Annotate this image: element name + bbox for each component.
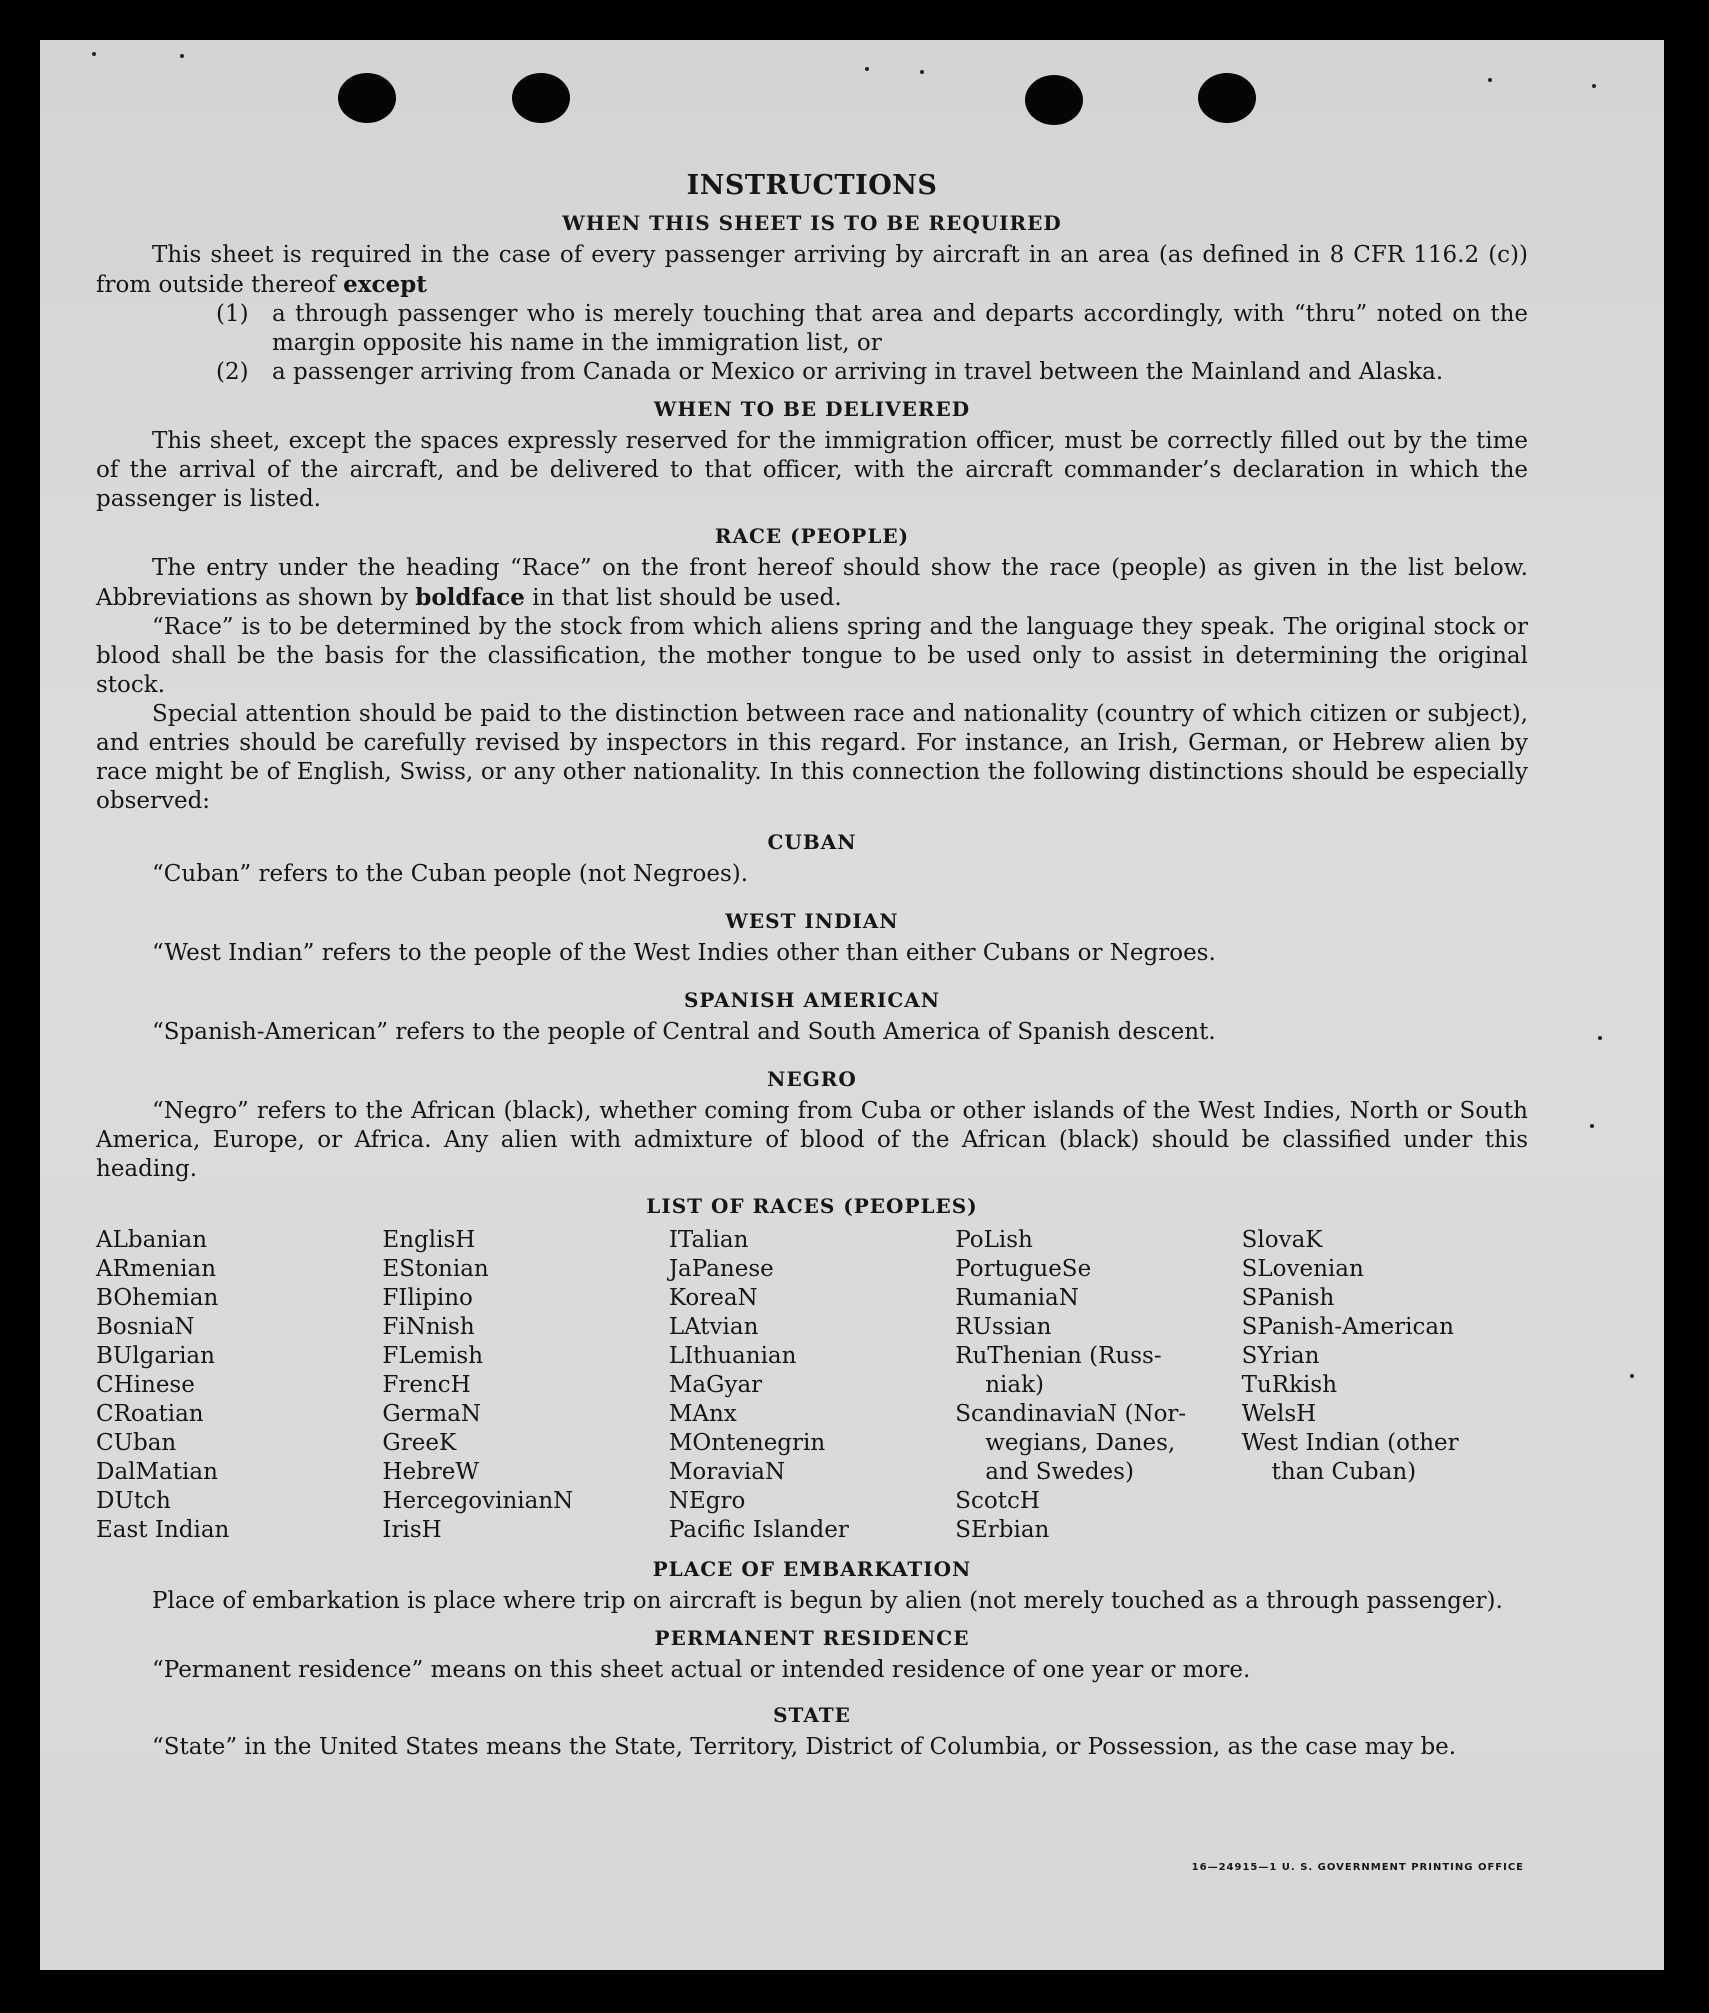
race-entry: SLovenian [1241, 1256, 1364, 1282]
heading-negro: NEGRO [767, 1067, 857, 1091]
races-column-3 [669, 1226, 955, 1545]
punch-hole [338, 73, 396, 123]
race-entry: SPanish-American [1241, 1314, 1454, 1340]
heading-embarkation: PLACE OF EMBARKATION [652, 1557, 972, 1581]
heading-race: RACE (PEOPLE) [714, 524, 910, 548]
race-entry: BosniaN [96, 1314, 195, 1340]
printing-office-code: 16—24915—1 U. S. GOVERNMENT PRINTING OFFICE [1191, 1862, 1524, 1873]
required-intro: This sheet is required in the case of every passenger arriving by aircraft in an area (as defined in 8 CFR 116.2 (c)) from outside thereof except [96, 242, 1528, 298]
race-entry: CHinese [96, 1372, 195, 1398]
race-entry: MOntenegrin [668, 1430, 826, 1456]
race-entry: EnglisH [382, 1227, 476, 1253]
heading-spanish-american: SPANISH AMERICAN [683, 988, 941, 1012]
document-page [40, 40, 1664, 1970]
race-entry: West Indian (other [1241, 1430, 1459, 1456]
race-entry: MaGyar [668, 1372, 763, 1398]
race-entry: LAtvian [668, 1314, 759, 1340]
race-entry: RUssian [955, 1314, 1052, 1340]
required-item-2: (2) a passenger arriving from Canada or Mexico or arriving in travel between the Mainland and Alaska. [216, 359, 1444, 385]
page-title: INSTRUCTIONS [686, 170, 938, 201]
race-paragraph-3: Special attention should be paid to the distinction between race and nationality (country of which citizen or subject), and entries should be carefully revised by inspectors in this regard. For instance, an Irish, German, or Hebrew alien by race might be of English, Swiss, or any other nationality. In this connection the following distinctions should be especially observed: [96, 701, 1528, 814]
race-paragraph-1: The entry under the heading “Race” on the front hereof should show the race (people) as given in the list below. Abbreviations as shown by boldface in that list should be used. [96, 555, 1528, 611]
race-entry: ARmenian [96, 1256, 217, 1282]
races-column-2 [382, 1226, 668, 1545]
west-indian-text: “West Indian” refers to the people of the West Indies other than either Cubans or Negroes. [152, 940, 1216, 966]
race-entry: ITalian [668, 1227, 749, 1253]
instructions-body [96, 170, 1528, 1762]
race-entry: MAnx [668, 1401, 737, 1427]
punch-hole [512, 73, 570, 123]
race-entry: DUtch [96, 1488, 171, 1514]
race-paragraph-2: “Race” is to be determined by the stock from which aliens spring and the language they speak. The original stock or blood shall be the basis for the classification, the mother tongue to be used only to assist in determining the original stock. [96, 614, 1528, 698]
race-entry: WelsH [1241, 1401, 1317, 1427]
race-entry: PortugueSe [955, 1256, 1092, 1282]
race-entry: East Indian [96, 1517, 230, 1543]
race-entry: BOhemian [96, 1285, 219, 1311]
race-entry: KoreaN [668, 1285, 758, 1311]
heading-when-required: WHEN THIS SHEET IS TO BE REQUIRED [562, 211, 1062, 235]
race-entry: Pacific Islander [668, 1517, 849, 1543]
heading-list-of-races: LIST OF RACES (PEOPLES) [646, 1194, 978, 1218]
race-entry: IrisH [382, 1517, 442, 1543]
race-entry: JaPanese [668, 1256, 774, 1282]
heading-when-delivered: WHEN TO BE DELIVERED [653, 397, 971, 421]
race-entry: DalMatian [96, 1459, 218, 1485]
required-item-1: (1) a through passenger who is merely touching that area and departs accordingly, with “thru” noted on the margin opposite his name in the immigration list, or [216, 301, 1528, 356]
race-entry: SPanish [1241, 1285, 1335, 1311]
punch-hole [1198, 73, 1256, 123]
residence-text: “Permanent residence” means on this sheet actual or intended residence of one year or more. [152, 1657, 1251, 1683]
race-entry: RumaniaN [955, 1285, 1079, 1311]
race-entry: GreeK [382, 1430, 457, 1456]
delivered-text: This sheet, except the spaces expressly reserved for the immigration officer, must be correctly filled out by the time of the arrival of the aircraft, and be delivered to that officer, with the aircraft commander’s declaration in which the passenger is listed. [96, 428, 1528, 512]
heading-permanent-residence: PERMANENT RESIDENCE [654, 1626, 970, 1650]
race-entry: FrencH [382, 1372, 471, 1398]
race-entry: BUlgarian [96, 1343, 215, 1369]
heading-cuban: CUBAN [767, 830, 857, 854]
races-column-1 [96, 1226, 382, 1545]
race-entry: LIthuanian [668, 1343, 797, 1369]
race-entry: RuThenian (Russ- [955, 1343, 1162, 1369]
race-entry: than Cuban) [1271, 1459, 1417, 1485]
race-entry: CRoatian [96, 1401, 204, 1427]
heading-west-indian: WEST INDIAN [725, 909, 899, 933]
race-entry: HercegovinianN [382, 1488, 574, 1514]
cuban-text: “Cuban” refers to the Cuban people (not Negroes). [152, 861, 749, 887]
race-entry: ScotcH [955, 1488, 1040, 1514]
state-text: “State” in the United States means the State, Territory, District of Columbia, or Possession, as the case may be. [152, 1734, 1457, 1760]
race-entry: FIlipino [382, 1285, 473, 1311]
race-entry: NEgro [668, 1488, 746, 1514]
spanish-american-text: “Spanish-American” refers to the people of Central and South America of Spanish descent. [152, 1019, 1216, 1045]
race-entry: SlovaK [1241, 1227, 1323, 1253]
race-entry: CUban [96, 1430, 177, 1456]
race-entry: and Swedes) [985, 1459, 1134, 1485]
race-entry: SYrian [1241, 1343, 1320, 1369]
negro-text: “Negro” refers to the African (black), whether coming from Cuba or other islands of the West Indies, North or South America, Europe, or Africa. Any alien with admixture of blood of the African (black) should be classified under this heading. [96, 1098, 1528, 1182]
races-column-5 [1242, 1226, 1528, 1545]
embarkation-text: Place of embarkation is place where trip on aircraft is begun by alien (not merely touched as a through passenger). [152, 1588, 1503, 1614]
race-entry: FLemish [382, 1343, 484, 1369]
race-entry: ScandinaviaN (Nor- [955, 1401, 1187, 1427]
race-entry: ALbanian [96, 1227, 208, 1253]
race-entry: wegians, Danes, [985, 1430, 1176, 1456]
race-entry: niak) [985, 1372, 1045, 1398]
race-entry: EStonian [382, 1256, 489, 1282]
race-entry: GermaN [382, 1401, 482, 1427]
races-column-4 [955, 1226, 1241, 1545]
race-entry: FiNnish [382, 1314, 475, 1340]
heading-state: STATE [773, 1703, 851, 1727]
race-entry: MoraviaN [668, 1459, 786, 1485]
race-entry: SErbian [955, 1517, 1050, 1543]
punch-hole [1025, 75, 1083, 125]
race-entry: TuRkish [1241, 1372, 1338, 1398]
races-list [96, 1226, 1528, 1545]
race-entry: HebreW [382, 1459, 480, 1485]
race-entry: PoLish [955, 1227, 1033, 1253]
